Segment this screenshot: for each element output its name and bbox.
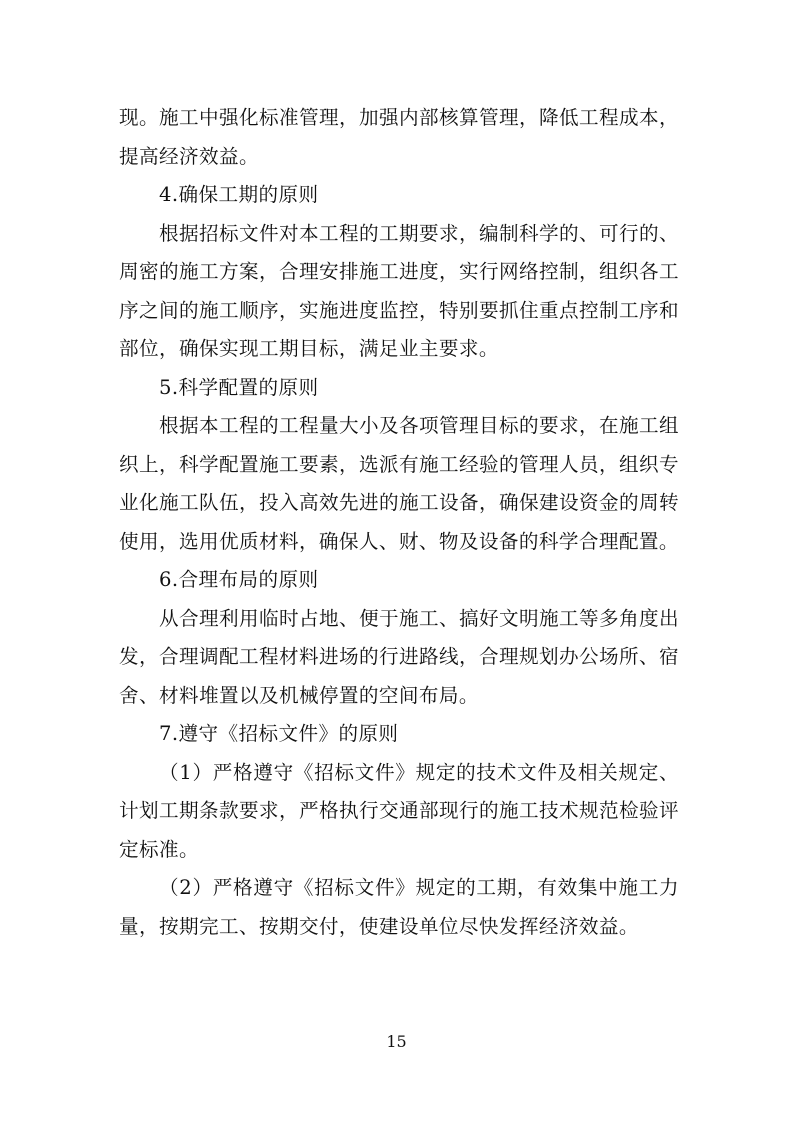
page-number: 15 xyxy=(386,1032,407,1051)
section-heading-6: 6.合理布局的原则 xyxy=(159,568,319,591)
paragraph-continuation: 现。施工中强化标准管理，加强内部核算管理，降低工程成本，提高经济效益。 xyxy=(119,106,679,168)
section-heading-4: 4.确保工期的原则 xyxy=(159,183,319,206)
paragraph-item-1: （1）严格遵守《招标文件》规定的技术文件及相关规定、计划工期条款要求，严格执行交通部现行的施工技术规范检验评定标准。 xyxy=(119,760,679,861)
page-content xyxy=(119,99,679,946)
paragraph-allocation: 根据本工程的工程量大小及各项管理目标的要求，在施工组织上，科学配置施工要素，选派有施工经验的管理人员，组织专业化施工队伍，投入高效先进的施工设备，确保建设资金的周转使用，选用优质材料，确保人、财、物及设备的科学合理配置。 xyxy=(119,414,679,553)
section-heading-5: 5.科学配置的原则 xyxy=(159,375,319,399)
section-heading-7: 7.遵守《招标文件》的原则 xyxy=(159,722,399,745)
paragraph-schedule: 根据招标文件对本工程的工期要求，编制科学的、可行的、周密的施工方案，合理安排施工进度，实行网络控制，组织各工序之间的施工顺序，实施进度监控，特别要抓住重点控制工序和部位，确保实现工期目标，满足业主要求。 xyxy=(119,221,679,360)
paragraph-layout: 从合理利用临时占地、便于施工、搞好文明施工等多角度出发，合理调配工程材料进场的行进路线，合理规划办公场所、宿舍、材料堆置以及机械停置的空间布局。 xyxy=(119,606,679,707)
paragraph-item-2: （2）严格遵守《招标文件》规定的工期，有效集中施工力量，按期完工、按期交付，使建设单位尽快发挥经济效益。 xyxy=(119,876,679,938)
